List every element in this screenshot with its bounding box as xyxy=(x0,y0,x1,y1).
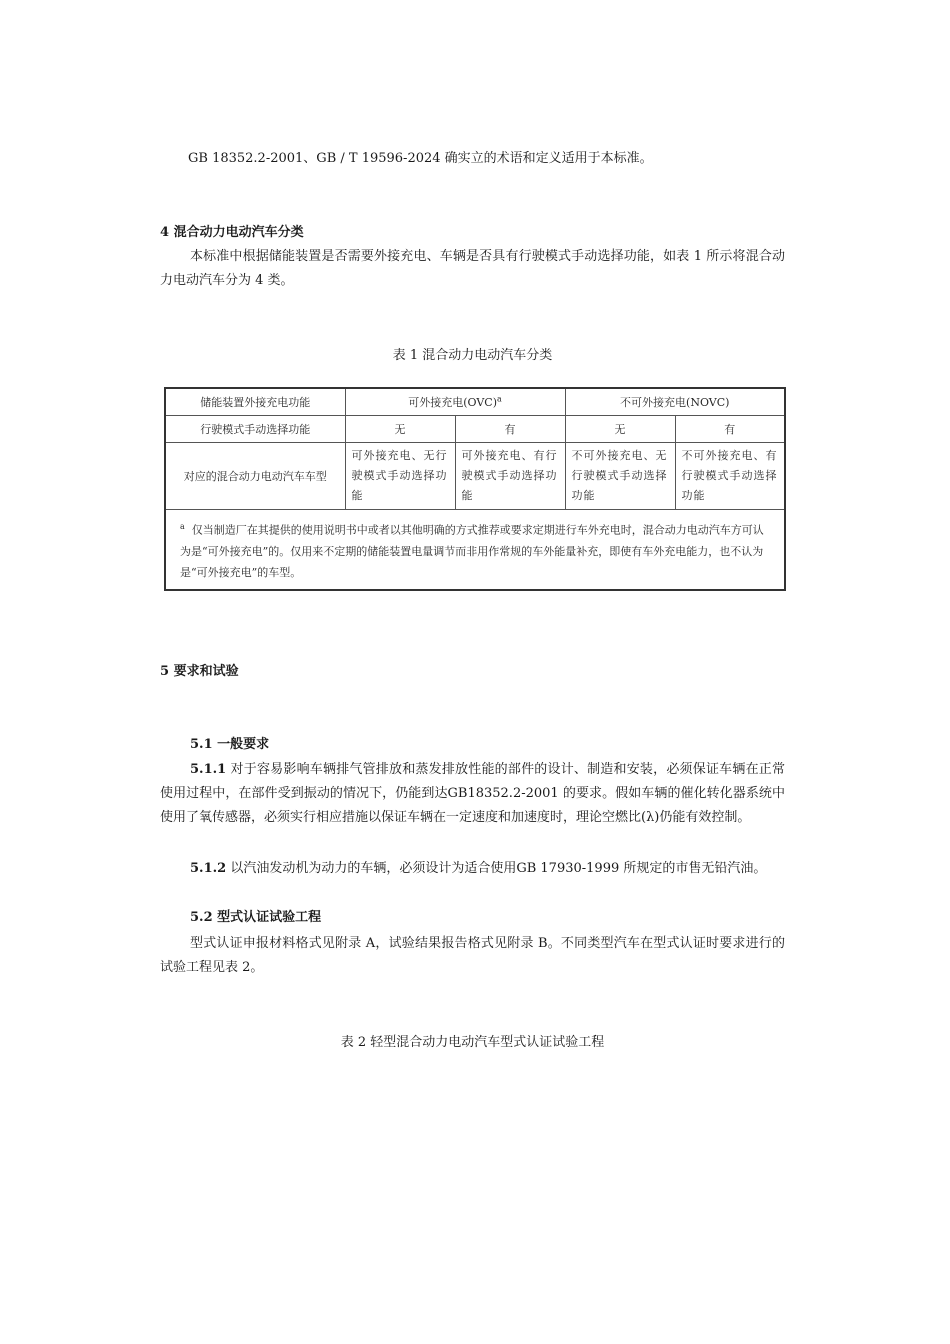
clause-511 xyxy=(160,758,785,830)
row-label-vehicle-type: 对应的混合动力电动汽车车型 xyxy=(165,443,345,510)
vehicle-type-3: 不可外接充电、无行驶模式手动选择功能 xyxy=(565,443,675,510)
section4-heading: 4 混合动力电动汽车分类 xyxy=(160,225,304,240)
section4-paragraph: 本标准中根据储能装置是否需要外接充电、车辆是否具有行驶模式手动选择功能，如表 1 所示将混合动力电动汽车分为 4 类。 xyxy=(160,249,785,288)
footnote-mark: a xyxy=(180,522,185,531)
table2-caption: 表 2 轻型混合动力电动汽车型式认证试验工程 xyxy=(340,1035,605,1050)
classification-table xyxy=(164,387,786,591)
section5-heading: 5 要求和试验 xyxy=(160,664,239,679)
section51-heading: 5.1 一般要求 xyxy=(190,737,270,752)
section52-heading: 5.2 型式认证试验工程 xyxy=(190,910,322,925)
clause-511-text: 对于容易影响车辆排气管排放和蒸发排放性能的部件的设计、制造和安装，必须保证车辆在正常使用过程中，在部件受到振动的情况下，仍能到达GB18352.2-2001 的要求。假如车辆的催化转化器系统中使用了氧传感器，必须实行相应措施以保证车辆在一定速度和加速度时，理论空燃比(λ)仍能有效控制。 xyxy=(160,762,785,825)
row-label-mode-selection: 行驶模式手动选择功能 xyxy=(165,416,345,443)
cell-novc-yes: 有 xyxy=(675,416,785,443)
vehicle-type-2: 可外接充电、有行驶模式手动选择功能 xyxy=(455,443,565,510)
cell-ovc-no: 无 xyxy=(345,416,455,443)
clause-511-number: 5.1.1 xyxy=(190,762,227,777)
clause-512 xyxy=(160,857,785,881)
header-ovc: 可外接充电(OVC)$^a$ xyxy=(345,388,565,416)
footnote-text: 仅当制造厂在其提供的使用说明书中或者以其他明确的方式推荐或要求定期进行车外充电时，混合动力电动汽车方可认为是“可外接充电”的。仅用来不定期的储能装置电量调节而非用作常规的车外能量补充，即使有车外充电能力，也不认为是“可外接充电”的车型。 xyxy=(180,523,764,579)
table1-caption: 表 1 混合动力电动汽车分类 xyxy=(392,348,553,363)
section3-definition-text: GB 18352.2-2001、GB / T 19596-2024 确实立的术语和定义适用于本标准。 xyxy=(188,151,653,166)
clause-512-number: 5.1.2 xyxy=(190,861,227,876)
vehicle-type-1: 可外接充电、无行驶模式手动选择功能 xyxy=(345,443,455,510)
vehicle-type-4: 不可外接充电、有行驶模式手动选择功能 xyxy=(675,443,785,510)
header-novc: 不可外接充电(NOVC) xyxy=(565,388,785,416)
cell-novc-no: 无 xyxy=(565,416,675,443)
cell-ovc-yes: 有 xyxy=(455,416,565,443)
clause-512-text: 以汽油发动机为动力的车辆，必须设计为适合使用GB 17930-1999 所规定的市售无铅汽油。 xyxy=(230,861,767,876)
section52-paragraph: 型式认证申报材料格式见附录 A，试验结果报告格式见附录 B。不同类型汽车在型式认证时要求进行的试验工程见表 2。 xyxy=(160,936,785,975)
row-label-external-charging: 储能装置外接充电功能 xyxy=(165,388,345,416)
table-footnote xyxy=(165,510,785,590)
